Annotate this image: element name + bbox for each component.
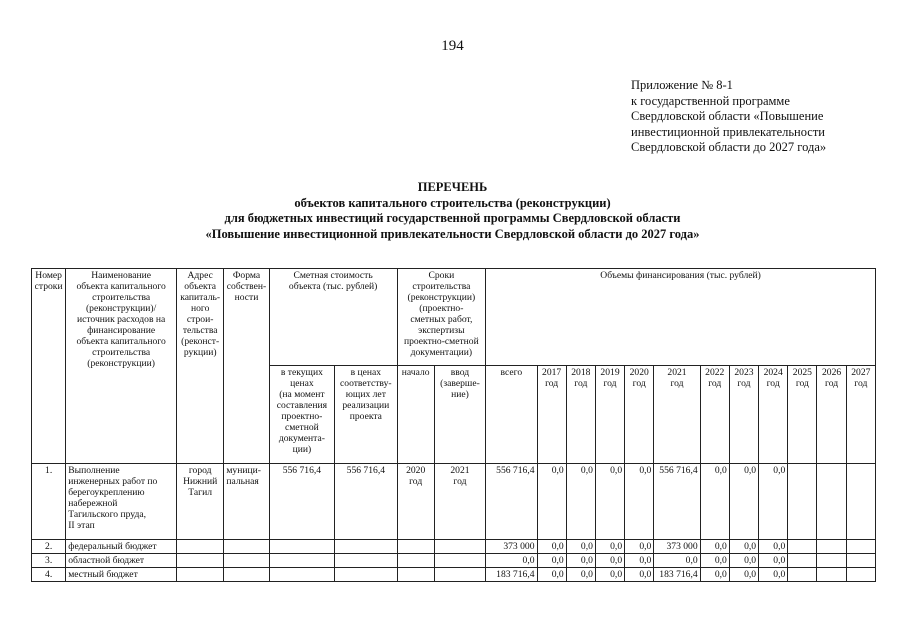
header-year: 2023 год	[729, 366, 758, 464]
row-number: 3.	[32, 554, 66, 568]
row-year-value	[788, 554, 817, 568]
header-object-name: Наименование объекта капитального строительства (реконструкции)/ источник расходов на финансирование объекта капитального строительства (реконструкции)	[66, 269, 177, 464]
row-cost-current	[269, 554, 334, 568]
row-year-value: 556 716,4	[654, 464, 700, 540]
header-estimated-cost: Сметная стоимость объекта (тыс. рублей)	[269, 269, 397, 366]
row-address	[177, 540, 224, 554]
title-line: ПЕРЕЧЕНЬ	[417, 180, 488, 194]
row-year-value: 0,0	[537, 554, 566, 568]
appendix-line: Свердловской области «Повышение	[631, 109, 824, 123]
page-number: 194	[441, 38, 464, 54]
header-start: начало	[397, 366, 434, 464]
row-year-value: 0,0	[566, 540, 595, 554]
row-year-value	[788, 540, 817, 554]
row-year-value	[846, 554, 875, 568]
row-object-name: федеральный бюджет	[66, 540, 177, 554]
row-year-value: 0,0	[625, 464, 654, 540]
row-year-value	[788, 568, 817, 582]
row-cost-current	[269, 568, 334, 582]
header-year: 2020 год	[625, 366, 654, 464]
row-year-value: 0,0	[759, 554, 788, 568]
row-year-value: 183 716,4	[654, 568, 700, 582]
row-year-value: 0,0	[595, 464, 624, 540]
row-number: 1.	[32, 464, 66, 540]
row-object-name: местный бюджет	[66, 568, 177, 582]
row-year-value: 0,0	[729, 568, 758, 582]
row-year-value: 0,0	[700, 568, 729, 582]
row-year-value: 0,0	[566, 568, 595, 582]
appendix-line: инвестиционной привлекательности	[631, 124, 826, 139]
header-row-number: Номер строки	[32, 269, 66, 464]
header-row-1	[32, 269, 876, 366]
header-year: 2025 год	[788, 366, 817, 464]
row-cost-years: 556 716,4	[335, 464, 397, 540]
row-year-value: 0,0	[700, 540, 729, 554]
row-year-value: 0,0	[595, 540, 624, 554]
title-line: «Повышение инвестиционной привлекательности Свердловской области до 2027 года»	[205, 226, 700, 241]
row-year-value	[817, 568, 846, 582]
header-year: 2026 год	[817, 366, 846, 464]
appendix-line: к государственной программе	[631, 93, 790, 108]
row-year-value: 0,0	[537, 464, 566, 540]
row-year-value	[846, 540, 875, 554]
row-year-value	[846, 464, 875, 540]
row-cost-years	[335, 540, 397, 554]
row-commission	[434, 568, 485, 582]
row-address	[177, 568, 224, 582]
row-commission	[434, 540, 485, 554]
header-ownership: Форма собствен- ности	[224, 269, 269, 464]
header-commission: ввод (заверше- ние)	[434, 366, 485, 464]
header-year: 2017 год	[537, 366, 566, 464]
table-row	[32, 568, 876, 582]
row-cost-current	[269, 540, 334, 554]
row-year-value: 0,0	[625, 568, 654, 582]
table-row	[32, 464, 876, 540]
row-year-value: 0,0	[566, 554, 595, 568]
row-address: город Нижний Тагил	[177, 464, 224, 540]
row-year-value: 0,0	[759, 540, 788, 554]
row-number: 2.	[32, 540, 66, 554]
header-year: 2019 год	[595, 366, 624, 464]
row-ownership	[224, 540, 269, 554]
row-total: 556 716,4	[486, 464, 537, 540]
appendix-line: Приложение № 8-1	[631, 78, 733, 92]
row-year-value: 0,0	[595, 554, 624, 568]
row-object-name: Выполнение инженерных работ по берегоукреплению набережной Тагильского пруда, II этап	[66, 464, 177, 540]
row-object-name: областной бюджет	[66, 554, 177, 568]
row-year-value: 0,0	[566, 464, 595, 540]
row-ownership: муници- пальная	[224, 464, 269, 540]
header-year: 2024 год	[759, 366, 788, 464]
row-year-value: 0,0	[759, 464, 788, 540]
row-year-value: 0,0	[595, 568, 624, 582]
row-year-value: 0,0	[729, 540, 758, 554]
row-commission	[434, 554, 485, 568]
row-start	[397, 540, 434, 554]
header-funding: Объемы финансирования (тыс. рублей)	[486, 269, 876, 366]
row-total: 0,0	[486, 554, 537, 568]
row-cost-years	[335, 568, 397, 582]
header-year: 2018 год	[566, 366, 595, 464]
table-row	[32, 554, 876, 568]
header-year: 2021 год	[654, 366, 700, 464]
row-year-value: 0,0	[537, 540, 566, 554]
row-address	[177, 554, 224, 568]
row-year-value: 0,0	[729, 554, 758, 568]
row-cost-years	[335, 554, 397, 568]
document-title	[0, 180, 905, 242]
appendix-line: Свердловской области до 2027 года»	[631, 140, 827, 154]
table-row	[32, 540, 876, 554]
row-number: 4.	[32, 568, 66, 582]
header-cost-current: в текущих ценах (на момент составления проектно- сметной документа- ции)	[269, 366, 334, 464]
row-year-value	[788, 464, 817, 540]
row-year-value: 0,0	[759, 568, 788, 582]
row-year-value	[817, 540, 846, 554]
header-year: 2027 год	[846, 366, 875, 464]
row-year-value: 0,0	[700, 464, 729, 540]
row-year-value	[817, 464, 846, 540]
objects-table	[31, 268, 876, 582]
row-year-value: 0,0	[537, 568, 566, 582]
title-line: для бюджетных инвестиций государственной программы Свердловской области	[224, 211, 681, 225]
row-year-value: 0,0	[700, 554, 729, 568]
header-terms: Сроки строительства (реконструкции) (проектно- сметных работ, экспертизы проектно-сметной документации)	[397, 269, 486, 366]
row-year-value: 0,0	[625, 554, 654, 568]
row-ownership	[224, 568, 269, 582]
row-start	[397, 568, 434, 582]
row-cost-current: 556 716,4	[269, 464, 334, 540]
row-year-value	[846, 568, 875, 582]
row-total: 373 000	[486, 540, 537, 554]
row-year-value: 0,0	[729, 464, 758, 540]
row-start	[397, 554, 434, 568]
row-start: 2020 год	[397, 464, 434, 540]
row-year-value: 0,0	[625, 540, 654, 554]
row-ownership	[224, 554, 269, 568]
header-address: Адрес объекта капиталь- ного строи- тельства (реконст- рукции)	[177, 269, 224, 464]
row-total: 183 716,4	[486, 568, 537, 582]
header-total: всего	[486, 366, 537, 464]
title-line: объектов капитального строительства (реконструкции)	[294, 195, 611, 210]
row-year-value: 0,0	[654, 554, 700, 568]
appendix-note	[631, 78, 901, 156]
row-year-value: 373 000	[654, 540, 700, 554]
header-year: 2022 год	[700, 366, 729, 464]
row-commission: 2021 год	[434, 464, 485, 540]
row-year-value	[817, 554, 846, 568]
header-cost-years: в ценах соответству- ющих лет реализации проекта	[335, 366, 397, 464]
